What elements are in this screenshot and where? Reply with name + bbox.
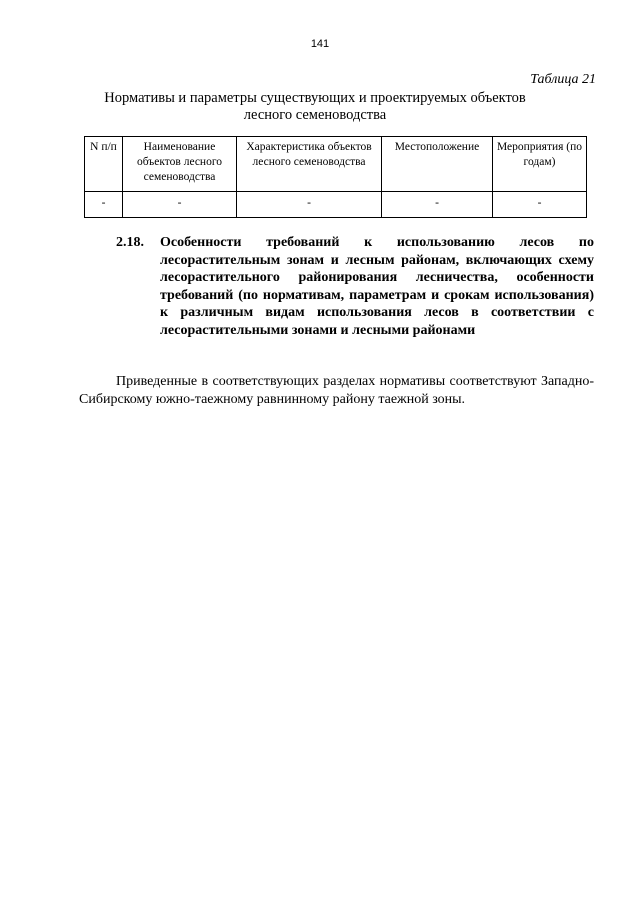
header-number: N п/п	[85, 137, 123, 192]
page-number: 141	[310, 38, 330, 50]
seed-objects-table	[84, 136, 587, 218]
header-object-name: Наименование объектов лесного семеноводства	[123, 137, 237, 192]
section-2-18	[116, 234, 594, 340]
table-title-line-2: лесного семеноводства	[243, 107, 387, 123]
table-label: Таблица 21	[530, 72, 596, 87]
table-title-line-1: Нормативы и параметры существующих и проектируемых объектов	[104, 90, 526, 106]
table-cell: -	[85, 192, 123, 218]
header-location: Местоположение	[382, 137, 493, 192]
section-heading: Особенности требований к использованию лесов по лесорастительным зонам и лесным районам, включающих схему лесорастительного районирования лесничества, особенности требований (по нормативам, параметрам и срокам использования) к различным видам использования лесов в соответствии с лесорастительными зонами и лесными районами	[160, 235, 594, 338]
header-activities: Мероприятия (по годам)	[493, 137, 587, 192]
table-row	[85, 192, 587, 218]
table-title	[100, 90, 530, 124]
table-cell: -	[123, 192, 237, 218]
table-cell: -	[237, 192, 382, 218]
table-cell: -	[382, 192, 493, 218]
body-paragraph: Приведенные в соответствующих разделах нормативы соответствуют Западно-Сибирскому южно-таежному равнинному району таежной зоны.	[79, 374, 594, 407]
section-number: 2.18.	[116, 235, 144, 250]
header-characteristics: Характеристика объектов лесного семеноводства	[237, 137, 382, 192]
table-cell: -	[493, 192, 587, 218]
table-header-row	[85, 137, 587, 192]
